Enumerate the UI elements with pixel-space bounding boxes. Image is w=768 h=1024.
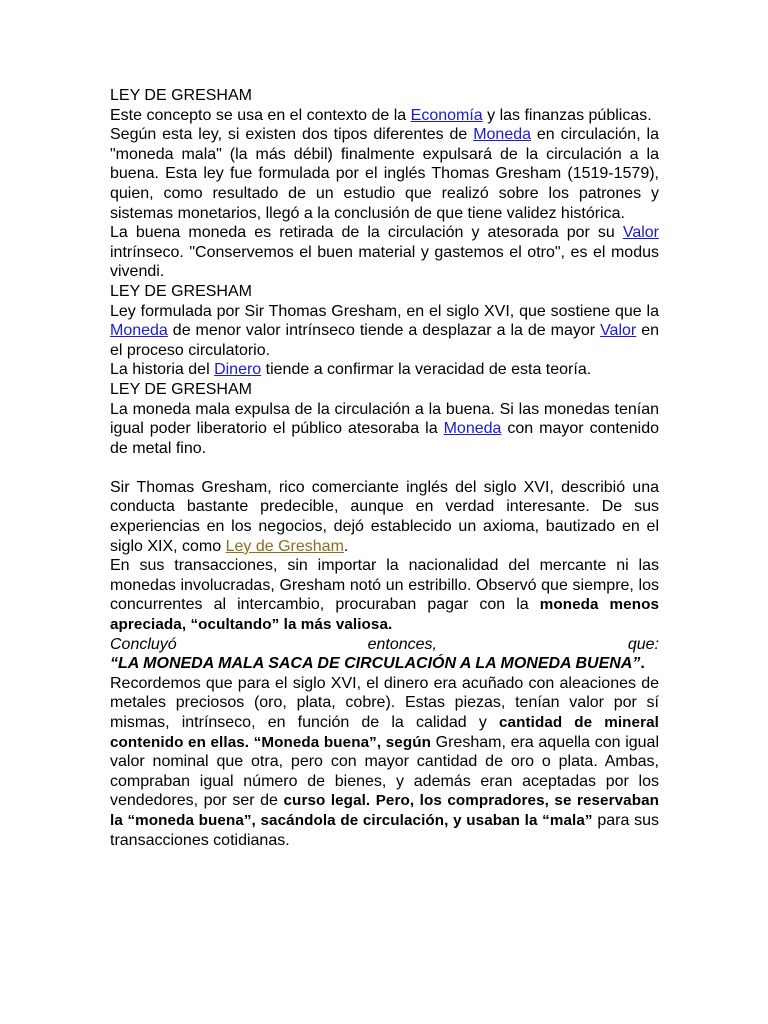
link-moneda-2[interactable]: Moneda — [110, 322, 168, 340]
blank-line — [110, 458, 659, 478]
link-moneda-3[interactable]: Moneda — [443, 420, 502, 438]
heading-ley-de-gresham-3: LEY DE GRESHAM — [110, 380, 252, 398]
document-body — [110, 86, 659, 850]
paragraph-2: Según esta ley, si existen dos tipos diferentes de Moneda en circulación, la "moneda mala" (la más débil) finalmente expulsará de la circulación a la buena. Esta ley fue formulada por el inglés Thomas Gresham (1519-1579), quien, como resultado de un estudio que realizó sobre los patrones y sistemas monetarios, llegó a la conclusión de que tiene validez histórica. — [110, 126, 659, 222]
paragraph-4: Ley formulada por Sir Thomas Gresham, en el siglo XVI, que sostiene que la Moneda de menor valor intrínseco tiende a desplazar a la de mayor Valor en el proceso circulatorio. — [110, 302, 659, 359]
link-moneda[interactable]: Moneda — [473, 126, 532, 144]
paragraph-6: La moneda mala expulsa de la circulación a la buena. Si las monedas tenían igual poder liberatorio el público atesoraba la Moneda con mayor contenido de metal fino. — [110, 400, 659, 457]
link-valor[interactable]: Valor — [622, 224, 659, 242]
quote-moneda-mala: “LA MONEDA MALA SACA DE CIRCULACIÓN A LA MONEDA BUENA”. — [110, 655, 645, 673]
link-valor-2[interactable]: Valor — [600, 322, 637, 340]
paragraph-5: La historia del Dinero tiende a confirmar la veracidad de esta teoría. — [110, 361, 592, 379]
heading-ley-de-gresham-1: LEY DE GRESHAM — [110, 87, 252, 104]
concluyo-line: Concluyó entonces, que: — [110, 635, 659, 653]
heading-ley-de-gresham-2: LEY DE GRESHAM — [110, 282, 252, 300]
paragraph-7: Sir Thomas Gresham, rico comerciante inglés del siglo XVI, describió una conducta bastante predecible, aunque en verdad interesante. De sus experiencias en los negocios, dejó establecido un axioma, bautizado en el siglo XIX, como Ley de Gresham. — [110, 478, 659, 555]
paragraph-8: En sus transacciones, sin importar la nacionalidad del mercante ni las monedas involucradas, Gresham notó un estribillo. Observó que siempre, los concurrentes al intercambio, procuraban pagar con la moneda menos apreciada, “ocultando” la más valiosa. — [110, 557, 659, 634]
paragraph-3: La buena moneda es retirada de la circulación y atesorada por su Valor intrínseco. "Conservemos el buen material y gastemos el otro", es el modus vivendi. — [110, 224, 659, 281]
link-ley-de-gresham[interactable]: Ley de Gresham — [225, 537, 344, 555]
link-dinero[interactable]: Dinero — [214, 361, 262, 379]
link-economia[interactable]: Economía — [410, 106, 483, 124]
paragraph-1: Este concepto se usa en el contexto de la Economía y las finanzas públicas. — [110, 106, 652, 124]
paragraph-9: Recordemos que para el siglo XVI, el dinero era acuñado con aleaciones de metales preciosos (oro, plata, cobre). Estas piezas, tenían valor por sí mismas, intrínseco, en función de la calidad y cantidad de mineral contenido en ellas. “Moneda buena”, según Gresham, era aquella con igual valor nominal que otra, pero con mayor cantidad de oro o plata. Ambas, compraban igual número de bienes, y además eran aceptadas por los vendedores, por ser de curso legal. Pero, los compradores, se reservaban la “moneda buena”, sacándola de circulación, y usaban la “mala” para sus transacciones cotidianas. — [110, 674, 660, 849]
